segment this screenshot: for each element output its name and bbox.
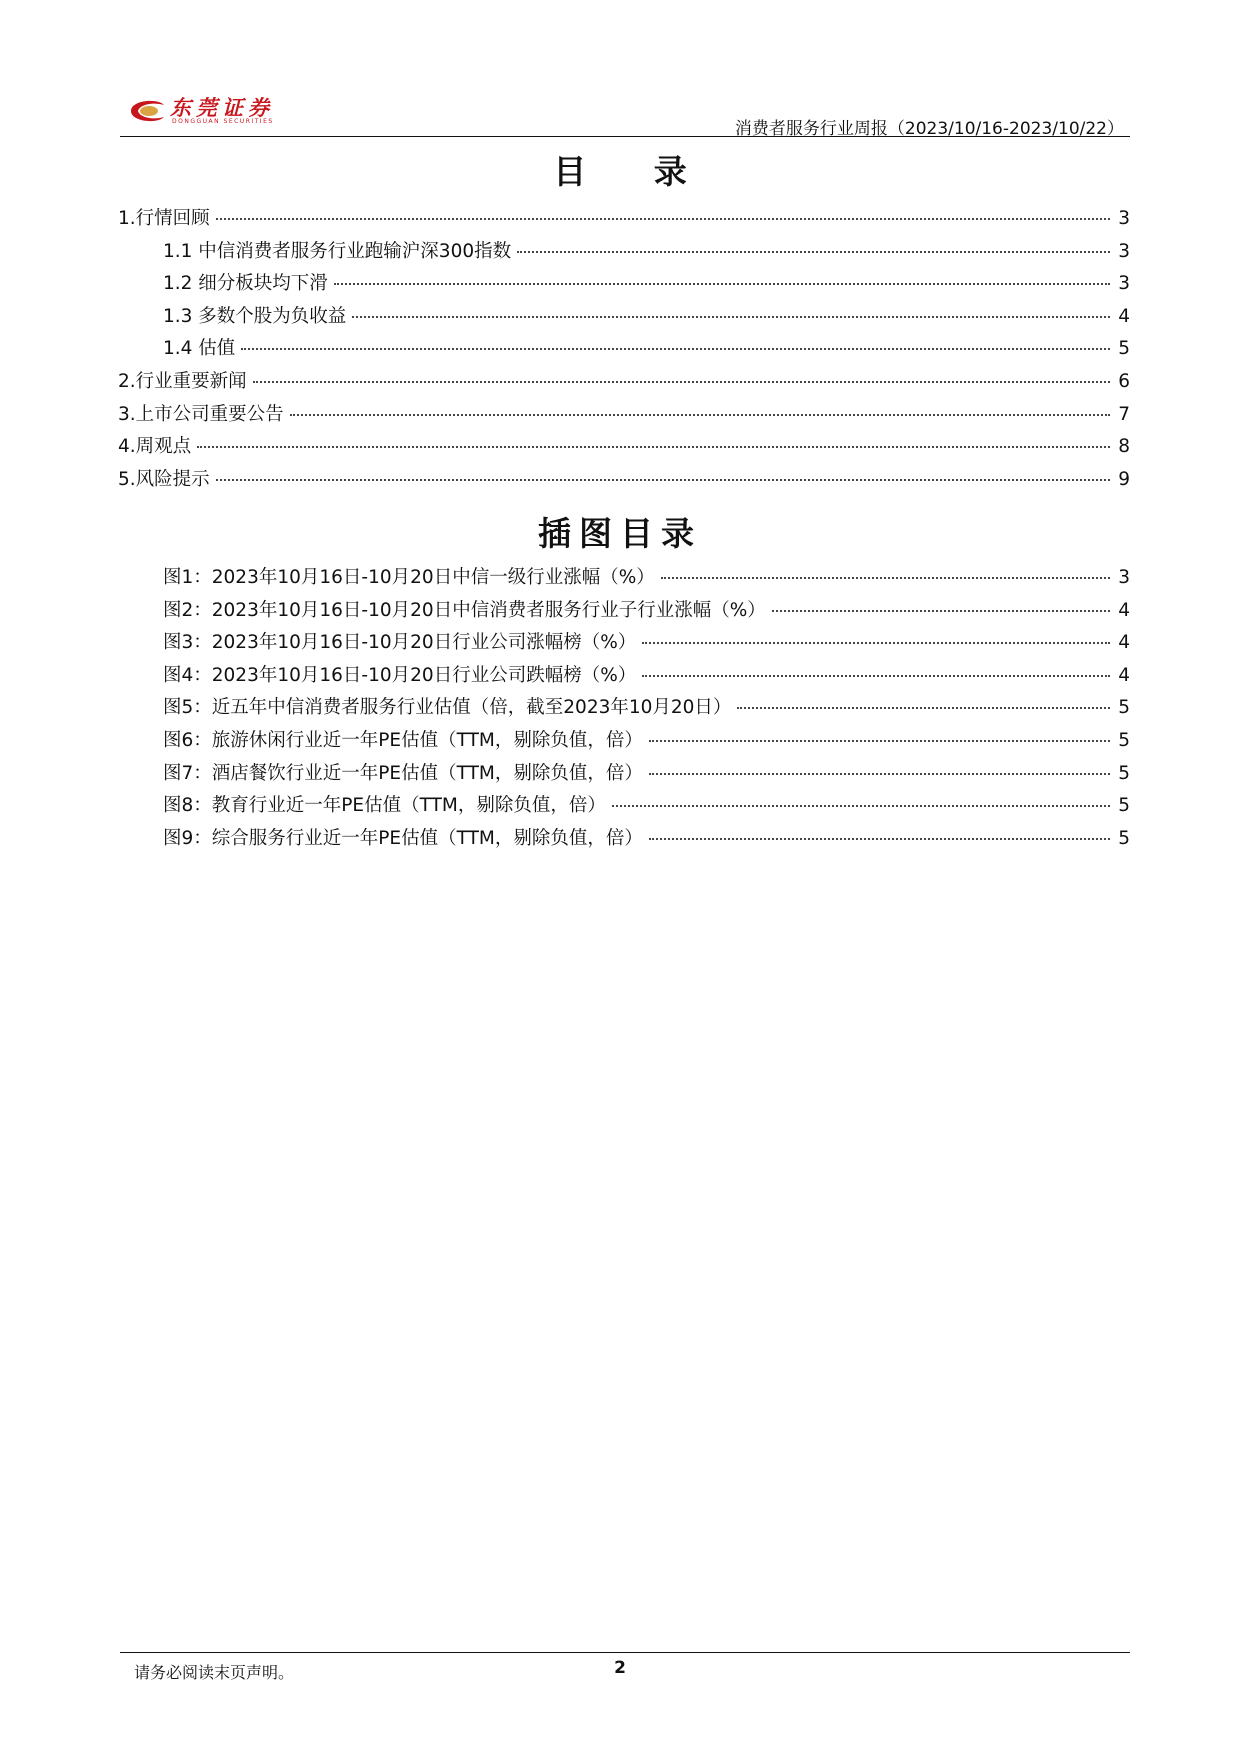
toc-leader-dots [642,675,1110,677]
header-divider [120,136,1130,137]
toc-entry-page[interactable]: 3 [1118,240,1130,262]
toc-entry-label[interactable]: 4.周观点 [118,436,192,458]
figure-toc-entry-page[interactable]: 4 [1118,599,1130,621]
toc-entry[interactable] [118,432,1130,465]
toc-entry[interactable] [118,465,1130,498]
figure-toc-entry-page[interactable]: 4 [1118,632,1130,654]
figure-toc-entry[interactable] [118,791,1130,824]
toc-leader-dots [661,577,1110,579]
toc-leader-dots [290,414,1110,416]
logo-english-name: DONGGUAN SECURITIES [172,118,274,125]
figure-toc-entry-label[interactable]: 图4：2023年10月16日-10月20日行业公司跌幅榜（%） [163,664,637,686]
toc-entry-label[interactable]: 3.上市公司重要公告 [118,403,284,425]
figure-toc-entry[interactable] [118,563,1130,596]
figure-toc-entry[interactable] [118,693,1130,726]
toc-entry[interactable] [118,269,1130,302]
toc-entry-page[interactable]: 8 [1118,436,1130,458]
figure-toc-entry[interactable] [118,661,1130,694]
figure-toc-entry-page[interactable]: 5 [1118,729,1130,751]
toc-entry-label[interactable]: 1.1 中信消费者服务行业跑输沪深300指数 [163,240,512,262]
toc-leader-dots [612,805,1110,807]
toc-entry-page[interactable]: 4 [1118,305,1130,327]
figure-toc-entry-label[interactable]: 图2：2023年10月16日-10月20日中信消费者服务行业子行业涨幅（%） [163,599,766,621]
toc-entry[interactable] [118,367,1130,400]
toc-leader-dots [216,218,1110,220]
table-of-contents [118,204,1130,497]
toc-leader-dots [642,642,1110,644]
toc-leader-dots [649,838,1110,840]
figure-toc-entry-label[interactable]: 图7：酒店餐饮行业近一年PE估值（TTM，剔除负值，倍） [163,762,643,784]
toc-entry[interactable] [118,400,1130,433]
toc-leader-dots [334,283,1110,285]
toc-entry[interactable] [118,302,1130,335]
footer-divider [120,1652,1130,1653]
toc-entry[interactable] [118,334,1130,367]
figure-toc-entry-label[interactable]: 图8：教育行业近一年PE估值（TTM，剔除负值，倍） [163,795,606,817]
figure-toc-entry-label[interactable]: 图5：近五年中信消费者服务行业估值（倍，截至2023年10月20日） [163,697,732,719]
figure-toc-entry-label[interactable]: 图9：综合服务行业近一年PE估值（TTM，剔除负值，倍） [163,827,643,849]
toc-entry-page[interactable]: 9 [1118,468,1130,490]
toc-leader-dots [517,251,1110,253]
toc-leader-dots [737,707,1110,709]
figure-toc-entry-label[interactable]: 图3：2023年10月16日-10月20日行业公司涨幅榜（%） [163,632,637,654]
figure-toc-heading: 插图目录 [538,514,702,553]
toc-leader-dots [649,773,1110,775]
toc-entry-page[interactable]: 3 [1118,273,1130,295]
figure-toc-entry-page[interactable]: 5 [1118,697,1130,719]
company-logo [128,92,368,132]
figure-toc-entry[interactable] [118,596,1130,629]
figure-toc-entry[interactable] [118,759,1130,792]
toc-entry-page[interactable]: 5 [1118,338,1130,360]
toc-leader-dots [352,316,1110,318]
toc-entry[interactable] [118,237,1130,270]
logo-chinese-name: 东莞证券 [170,95,274,120]
figure-toc-entry-label[interactable]: 图1：2023年10月16日-10月20日中信一级行业涨幅（%） [163,567,655,588]
toc-leader-dots [253,381,1110,383]
toc-entry-page[interactable]: 7 [1118,403,1130,425]
toc-entry-label[interactable]: 1.4 估值 [163,338,236,360]
logo-emblem-icon [128,96,166,126]
toc-leader-dots [649,740,1110,742]
toc-entry-label[interactable]: 1.3 多数个股为负收益 [163,305,347,327]
toc-entry-label[interactable]: 2.行业重要新闻 [118,370,247,392]
figure-table-of-contents [118,563,1130,856]
toc-leader-dots [197,446,1110,448]
footer-disclaimer: 请务必阅读末页声明。 [134,1663,295,1682]
page-header [120,92,1130,137]
toc-leader-dots [216,479,1110,481]
figure-toc-entry-label[interactable]: 图6：旅游休闲行业近一年PE估值（TTM，剔除负值，倍） [163,729,643,751]
toc-entry-label[interactable]: 5.风险提示 [118,468,210,490]
figure-toc-entry[interactable] [118,628,1130,661]
figure-toc-entry-page[interactable]: 5 [1118,762,1130,784]
figure-toc-entry-page[interactable]: 4 [1118,664,1130,686]
toc-entry-label[interactable]: 1.2 细分板块均下滑 [163,273,328,295]
toc-entry-page[interactable]: 3 [1118,208,1130,229]
toc-heading: 目 录 [553,152,715,191]
figure-toc-entry-page[interactable]: 5 [1118,827,1130,849]
figure-toc-entry[interactable] [118,824,1130,857]
figure-toc-entry-page[interactable]: 3 [1118,567,1130,588]
figure-toc-entry[interactable] [118,726,1130,759]
figure-toc-entry-page[interactable]: 5 [1118,795,1130,817]
toc-entry[interactable] [118,204,1130,237]
toc-leader-dots [772,610,1110,612]
toc-entry-page[interactable]: 6 [1118,370,1130,392]
toc-leader-dots [241,348,1110,350]
toc-entry-label[interactable]: 1.行情回顾 [118,208,210,229]
page-number: 2 [614,1658,626,1678]
report-title: 消费者服务行业周报（2023/10/16-2023/10/22） [734,119,1124,139]
